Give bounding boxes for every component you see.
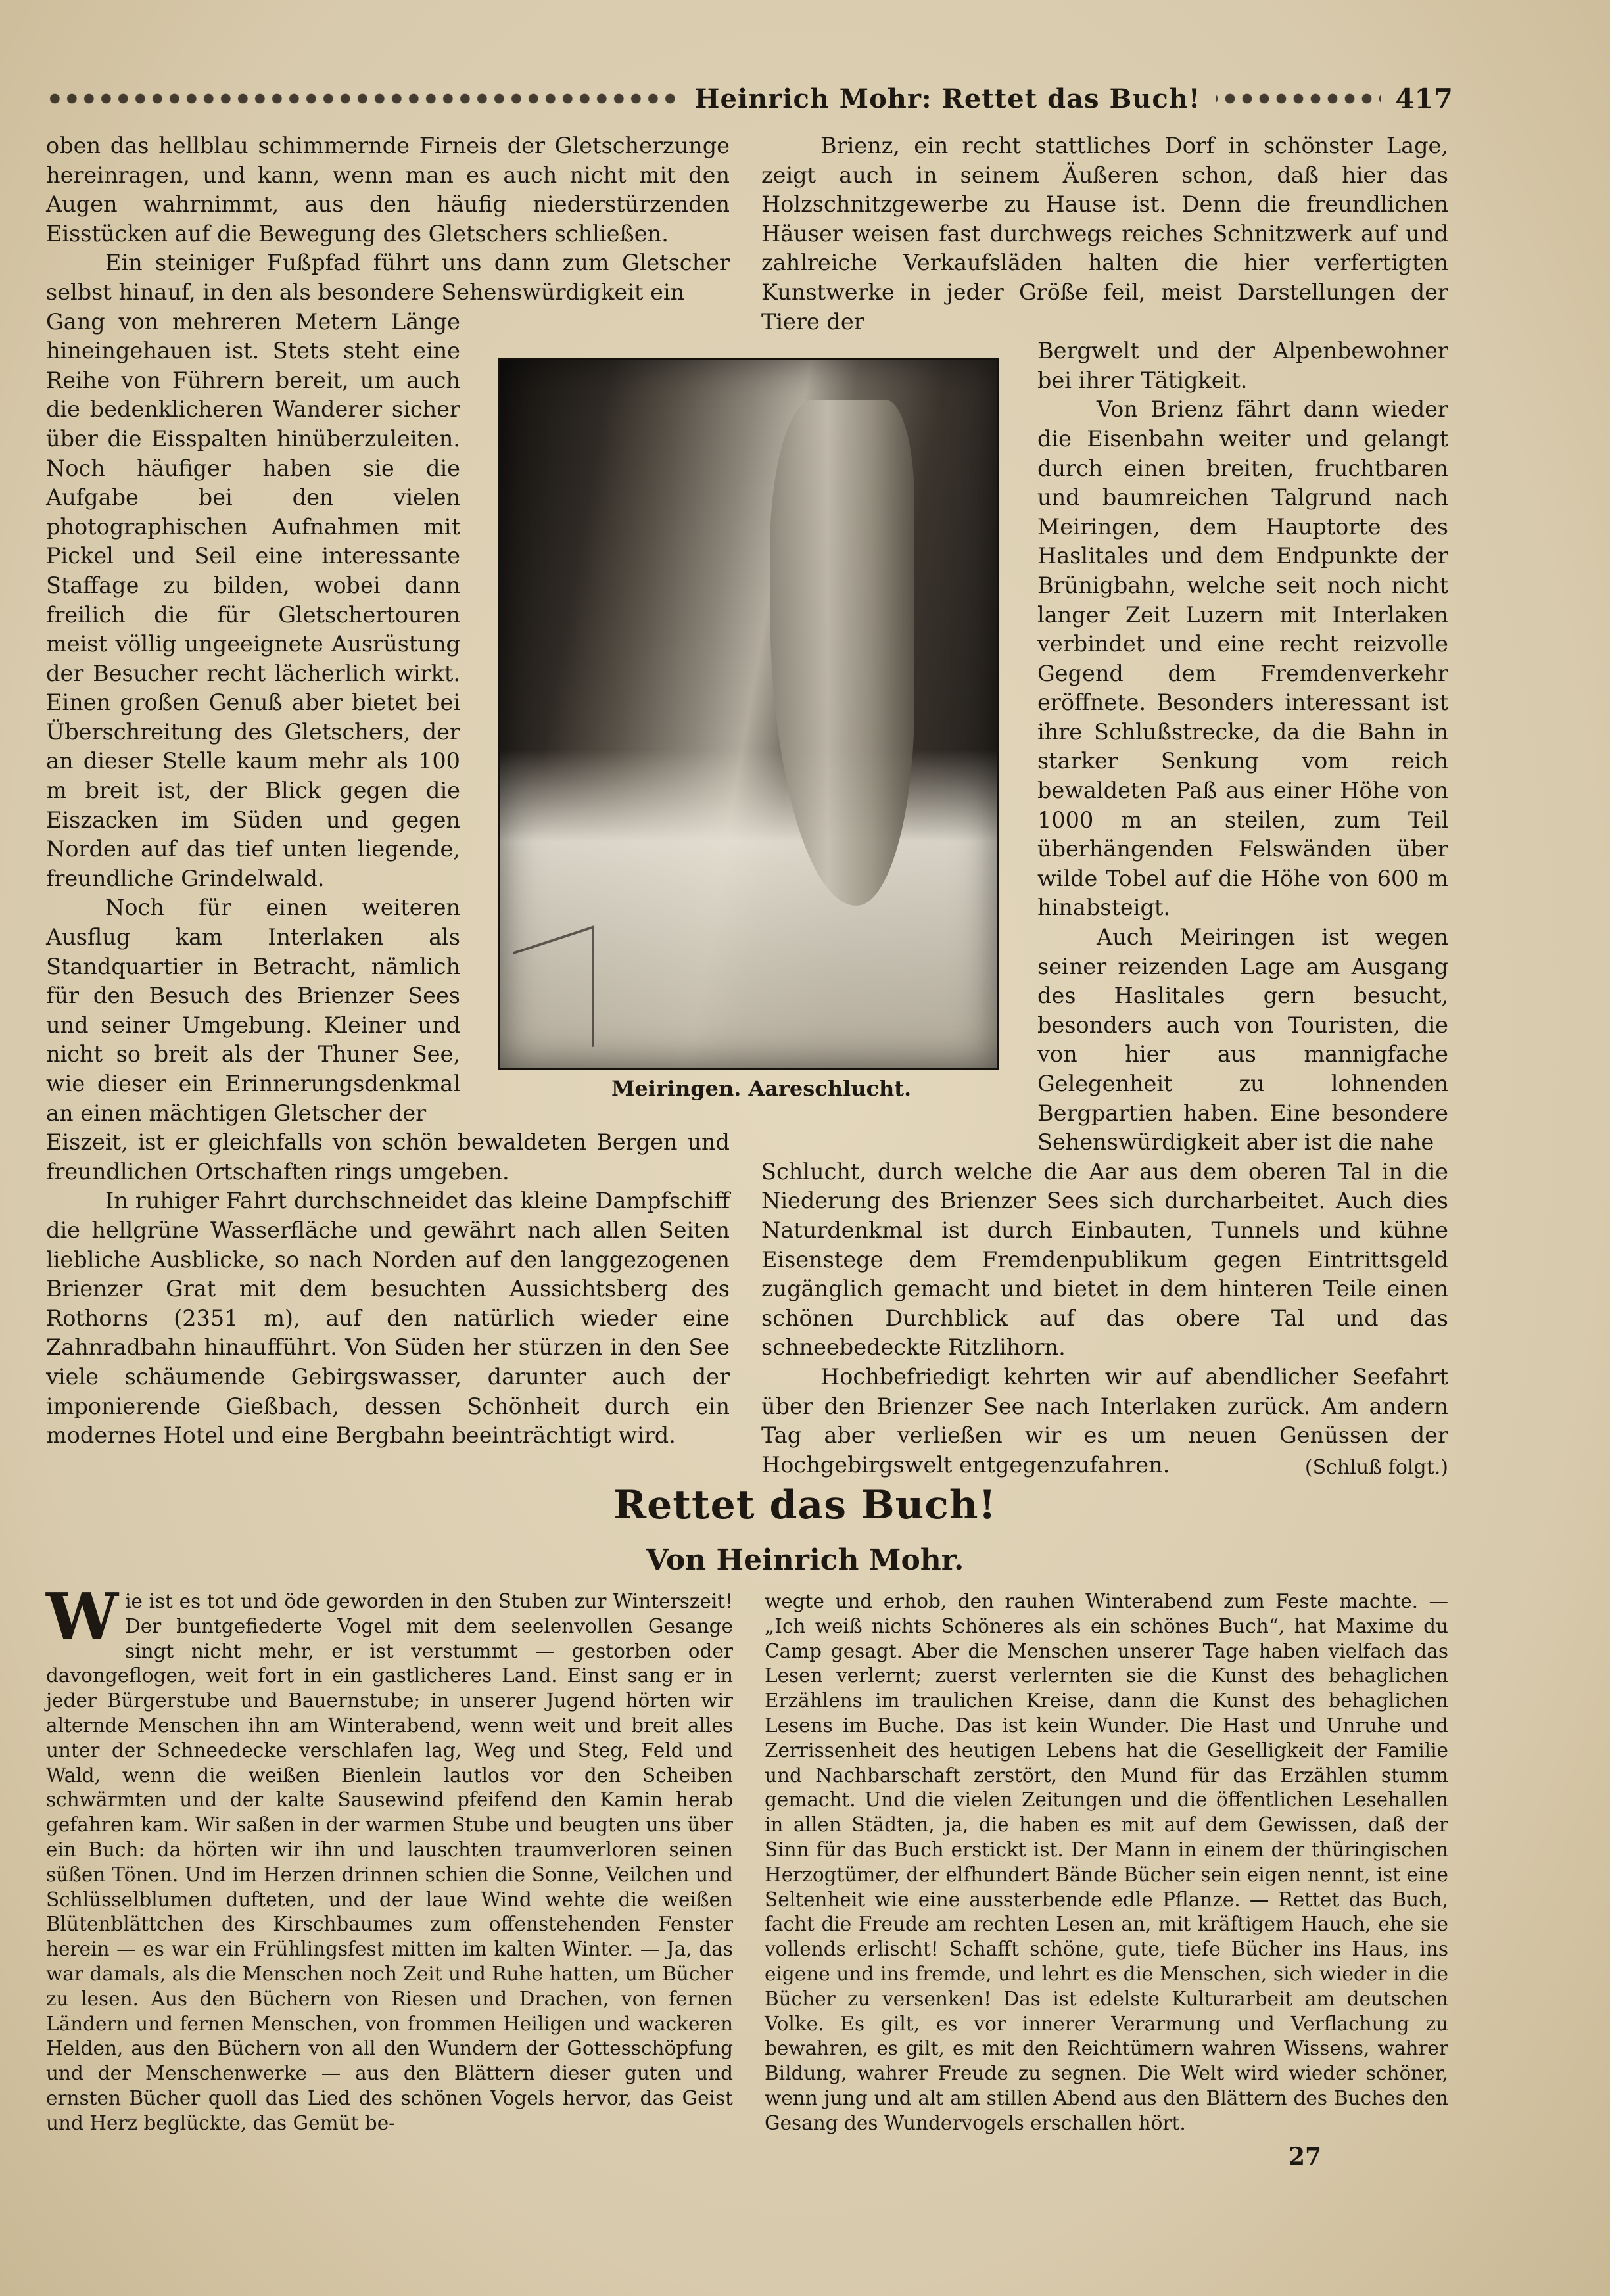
walkway-railing [513, 925, 594, 1073]
paragraph: Bergwelt und der Alpenbewohner bei ihrer Tätigkeit. [1037, 338, 1448, 393]
running-header [46, 79, 1453, 118]
paragraph: Schlucht, durch welche die Aar aus dem oberen Tal in die Niederung des Brienzer Sees sich durcharbeitet. Auch dies Naturdenkmal ist durch Einbauten, Tunnels und kühne Eisenstege dem Fremdenpublikum gegen Eintrittsgeld zugänglich gemacht und bietet in dem hinteren Teile einen schönen Durchblick auf das obere Tal und das schneebedeckte Ritzlihorn. [761, 1158, 1448, 1361]
running-title: Heinrich Mohr: Rettet das Buch! [694, 83, 1201, 114]
paragraph [761, 1363, 1448, 1480]
rock-wall [770, 400, 914, 906]
paragraph: oben das hellblau schimmernde Firneis der Gletscherzunge hereinragen, und kann, wenn man es auch nicht mit den Augen wahrnimmt, aus den häufig niederstürzenden Eisstücken auf die Bewegung des Gletschers schließen. [46, 133, 730, 246]
article-right-column [765, 1589, 1448, 2136]
signature-number: 27 [1289, 2143, 1322, 2170]
article-text: ie ist es tot und öde geworden in den Stuben zur Winterszeit! Der buntgefiederte Vogel mit dem seelenvollen Gesange singt nicht mehr, er ist verstummt — gestorben oder davongeflogen, weit fort in ein gastlicheres Land. Einst sang er in jeder Bürgerstube und Bauernstube; in unserer Jugend hörten wir alternde Menschen ihn am Winterabend, wenn weit und breit alles unter der Schneedecke verschlafen lag, Weg und Steg, Feld und Wald, wenn die weißen Bienlein lautlos vor den Scheiben schwärmten und der kalte Sausewind pfeifend den Kamin herab gefahren kam. Wir saßen in der warmen Stube und beugten uns über ein Buch: da hörten wir ihn und lauschten traumverloren seinen süßen Tönen. Und im Herzen drinnen schien die Sonne, Veilchen und Schlüsselblumen dufteten, und der laue Wind wehte die weißen Blütenblättchen des Kirschbaumes zum offenstehenden Fenster herein — es war ein Frühlingsfest mitten im kalten Winter. — Ja, das war damals, als die Menschen noch Zeit und Ruhe hatten, um Bücher zu lesen. Aus den Büchern von Riesen und Drachen, von fernen Ländern und fernen Menschen, von frommen Heiligen und wackeren Helden, aus den Büchern von all den Wundern der Gottesschöpfung und der Menschenwerke — aus den Blättern dieser guten und ernsten Bücher quoll das Lied des schönen Vogels hervor, das Geist und Herz beglückte, das Gemüt be- [46, 1590, 733, 2134]
paragraph: Noch für einen weiteren Ausflug kam Interlaken als Standquartier in Betracht, nämlich für den Besuch des Brienzer Sees und seiner Umgebung. Kleiner und nicht so breit als der Thuner See, wie dieser ein Erinnerungsdenkmal an einen mächtigen Gletscher der [46, 895, 460, 1126]
ornament-left [46, 91, 679, 106]
ornament-right [1216, 91, 1381, 106]
article-text: wegte und erhob, den rauhen Winterabend zum Feste machte. — „Ich weiß nichts Schöneres als ein schönes Buch“, hat Maxime du Camp gesagt. Aber die Menschen unserer Tage haben vielfach das Lesen verlernt; zuerst verlernten sie die Kunst des behaglichen Erzählens im traulichen Kreise, dann die Kunst des behaglichen Lesens im Buche. Das ist kein Wunder. Die Hast und Unruhe und Zerrissenheit des heutigen Lebens hat die Geselligkeit der Familie und Nachbarschaft zerstört, den Mund für das Erzählen stumm gemacht. Und die vielen Zeitungen und die öffentlichen Lesehallen in allen Städten, ja, die haben es mit auf dem Gewissen, daß der Sinn für das Buch erstickt ist. Der Mann in einem der thüringischen Herzogtümer, der elfhundert Bände Bücher sein eigen nennt, ist eine Seltenheit wie eine aussterbende edle Pflanze. — Rettet das Buch, facht die Freude am rechten Lesen an, mit kräftigem Hauch, ehe sie vollends erlischt! Schafft schöne, gute, tiefe Bücher ins Haus, ins eigene und ins fremde, und lehrt es die Menschen, sich wieder in die Bücher zu versenken! Das ist edelste Kulturarbeit am deutschen Volke. Es gilt, es vor innerer Verarmung und Verflachung zu bewahren, es gilt, es mit den Reichtümern wahren Wissens, wahrer Bildung, wahrer Freude zu segnen. Die Welt wird wieder schöner, wenn jung und alt am stillen Abend aus den Blättern des Buches den Gesang des Wundervogels erschallen hört. [765, 1590, 1448, 2134]
article-title: Rettet das Buch! [613, 1482, 997, 1528]
page-number: 417 [1395, 82, 1453, 115]
paragraph: Ein steiniger Fußpfad führt uns dann zum Gletscher selbst hinauf, in den als besondere Sehenswürdigkeit ein [46, 250, 730, 305]
paragraph: Von Brienz fährt dann wieder die Eisenbahn weiter und gelangt durch einen breiten, fruchtbaren und baumreichen Talgrund nach Meiringen, dem Hauptorte des Haslitales und dem Endpunkte der Brünigbahn, welche seit noch nicht langer Zeit Luzern mit Interlaken verbindet und eine recht reizvolle Gegend dem Fremdenverkehr eröffnete. Besonders interessant ist ihre Schlußstrecke, da die Bahn in starker Senkung vom reich bewaldeten Paß aus einer Höhe von 1000 m an steilen, zum Teil überhängenden Felswänden über wilde Tobel auf die Höhe von 600 m hinabsteigt. [1037, 396, 1448, 921]
paragraph: Eiszeit, ist er gleichfalls von schön bewaldeten Bergen und freundlichen Ortschaften rings umgeben. [46, 1129, 730, 1184]
paragraph: Gang von mehreren Metern Länge hineingehauen ist. Stets steht eine Reihe von Führern bereit, um auch die bedenklicheren Wanderer sicher über die Eisspalten hinüberzuleiten. Noch häufiger haben sie die Aufgabe bei den vielen photographischen Aufnahmen mit Pickel und Seil eine interessante Staffage zu bilden, wobei dann freilich die für Gletschertouren meist völlig ungeeignete Ausrüstung der Besucher recht lächerlich wirkt. Einen großen Genuß aber bietet bei Überschreitung des Gletschers, der an dieser Stelle kaum mehr als 100 m breit ist, der Blick gegen die Eiszacken im Süden und gegen Norden auf das tief unten liegende, freundliche Grindelwald. [46, 308, 460, 891]
paragraph: In ruhiger Fahrt durchschneidet das kleine Dampfschiff die hellgrüne Wasserfläche und gewährt nach allen Seiten liebliche Ausblicke, so nach Norden auf den langgezogenen Brienzer Grat mit dem besuchten Aussichtsberg des Rothorns (2351 m), auf den natürlich wieder eine Zahnradbahn hinaufführt. Von Süden her stürzen in den See viele schäumende Gebirgswasser, darunter auch der imponierende Gießbach, dessen Schönheit durch ein modernes Hotel und eine Bergbahn beeinträchtigt wird. [46, 1188, 730, 1449]
article-left-column [46, 1580, 733, 2136]
wrapped-text-right [1037, 337, 1448, 1158]
to-be-continued: (Schluß folgt.) [1304, 1455, 1448, 1479]
paragraph: Brienz, ein recht stattliches Dorf in schönster Lage, zeigt auch in seinem Äußeren schon, daß hier das Holzschnitzgewerbe zu Hause ist. Denn die freundlichen Häuser weisen fast durchwegs reiches Schnitzwerk auf und zahlreiche Verkaufsläden halten die hier verfertigten Kunstwerke in jeder Größe feil, meist Darstellungen der Tiere der [761, 133, 1448, 335]
paragraph: Auch Meiringen ist wegen seiner reizenden Lage am Ausgang des Haslitales gern besucht, besonders auch von Touristen, die von hier aus mannigfache Gelegenheit zu lohnenden Bergpartien haben. Eine besondere Sehenswürdigkeit aber ist die nahe [1037, 924, 1448, 1156]
figure-caption: Meiringen. Aareschlucht. [611, 1076, 912, 1101]
gorge-photograph [498, 358, 999, 1070]
article-byline: Von Heinrich Mohr. [646, 1543, 964, 1577]
wrapped-text-left [46, 308, 460, 1129]
paragraph-text: Hochbefriedigt kehrten wir auf abendlicher Seefahrt über den Brienzer See nach Interlaken zurück. Am andern Tag aber verließen wir es um neuen Genüssen der Hochgebirgswelt entgegenzufahren. [761, 1363, 1448, 1478]
drop-cap: W [46, 1580, 119, 1655]
